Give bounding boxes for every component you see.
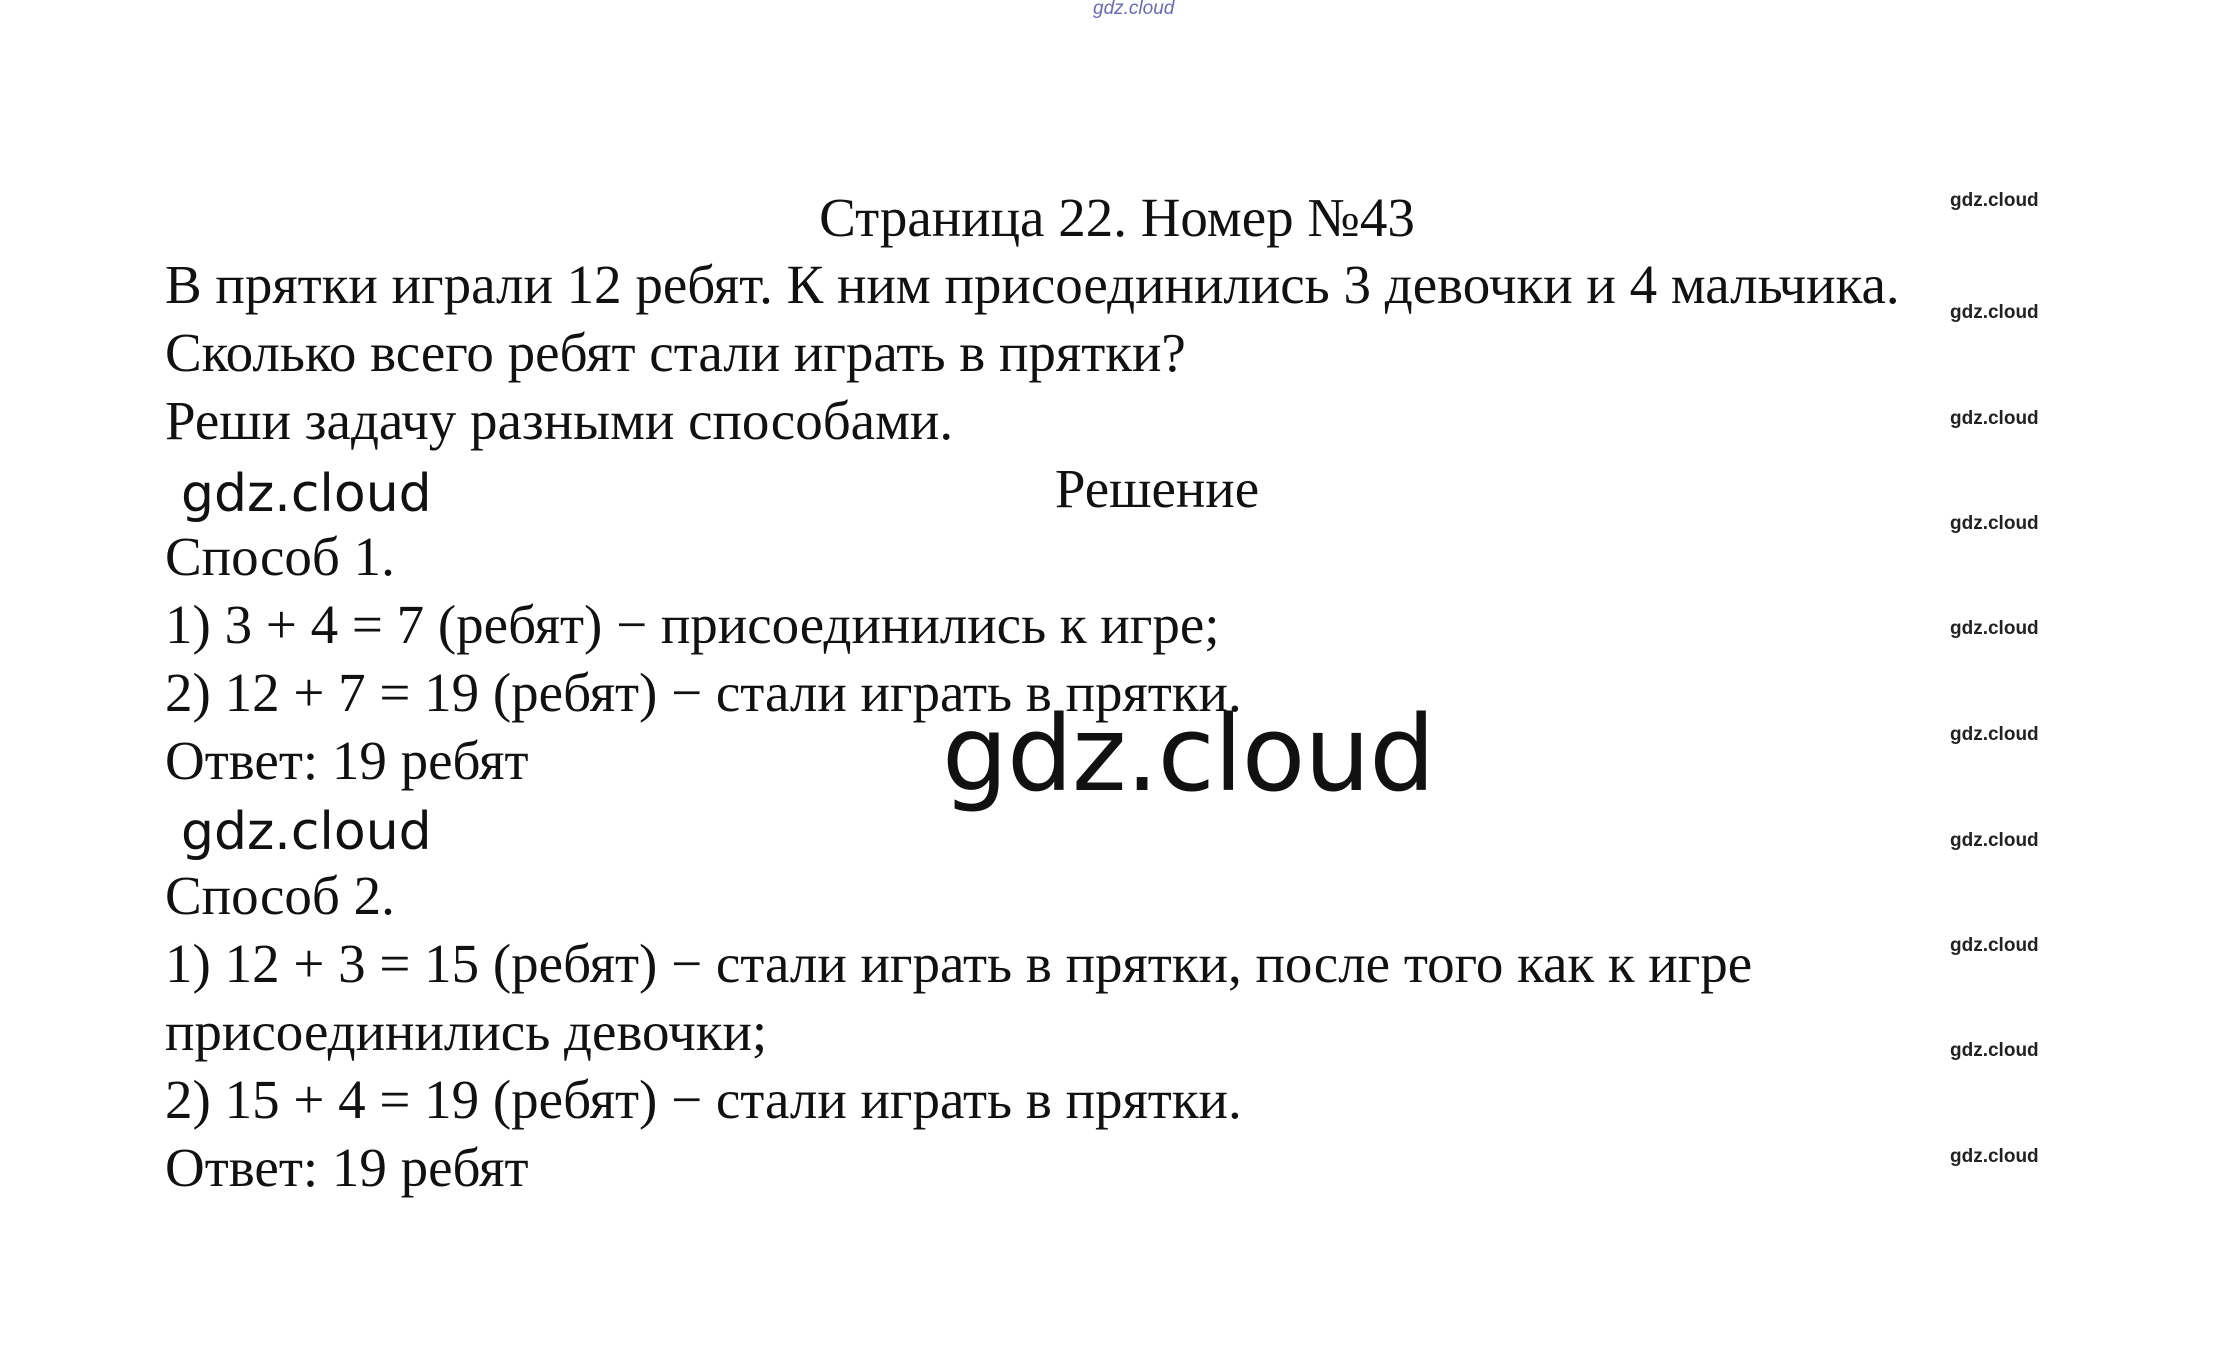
side-watermark: gdz.cloud	[1950, 190, 2039, 211]
method2-answer: Ответ: 19 ребят	[165, 1137, 529, 1198]
task-line-1: В прятки играли 12 ребят. К ним присоединились 3 девочки и 4 мальчика.	[165, 254, 1900, 315]
page-title: Страница 22. Номер №43	[819, 187, 1415, 248]
side-watermark: gdz.cloud	[1950, 1040, 2039, 1061]
method2-step-1-continued: присоединились девочки;	[165, 1001, 768, 1062]
watermark-medium-1: gdz.cloud	[181, 464, 432, 524]
side-watermark: gdz.cloud	[1950, 830, 2039, 851]
method1-heading: Способ 1.	[165, 526, 395, 587]
watermark-large: gdz.cloud	[942, 693, 1435, 815]
side-watermark: gdz.cloud	[1950, 408, 2039, 429]
method1-step-2: 2) 12 + 7 = 19 (ребят) − стали играть в прятки.	[165, 662, 1242, 723]
side-watermark: gdz.cloud	[1950, 302, 2039, 323]
method1-answer: Ответ: 19 ребят	[165, 730, 529, 791]
method2-step-2: 2) 15 + 4 = 19 (ребят) − стали играть в прятки.	[165, 1069, 1242, 1130]
solution-heading: Решение	[1054, 458, 1260, 519]
side-watermark: gdz.cloud	[1950, 935, 2039, 956]
side-watermark: gdz.cloud	[1950, 1146, 2039, 1167]
task-line-3: Реши задачу разными способами.	[165, 390, 954, 451]
watermark-medium-2: gdz.cloud	[181, 802, 432, 862]
method2-step-1: 1) 12 + 3 = 15 (ребят) − стали играть в прятки, после того как к игре	[165, 933, 1753, 994]
top-watermark: gdz.cloud	[1093, 0, 1175, 19]
side-watermark: gdz.cloud	[1950, 618, 2039, 639]
task-line-2: Сколько всего ребят стали играть в прятки?	[165, 322, 1186, 383]
method1-step-1: 1) 3 + 4 = 7 (ребят) − присоединились к игре;	[165, 594, 1220, 655]
method2-heading: Способ 2.	[165, 865, 395, 926]
side-watermark: gdz.cloud	[1950, 513, 2039, 534]
side-watermark: gdz.cloud	[1950, 724, 2039, 745]
